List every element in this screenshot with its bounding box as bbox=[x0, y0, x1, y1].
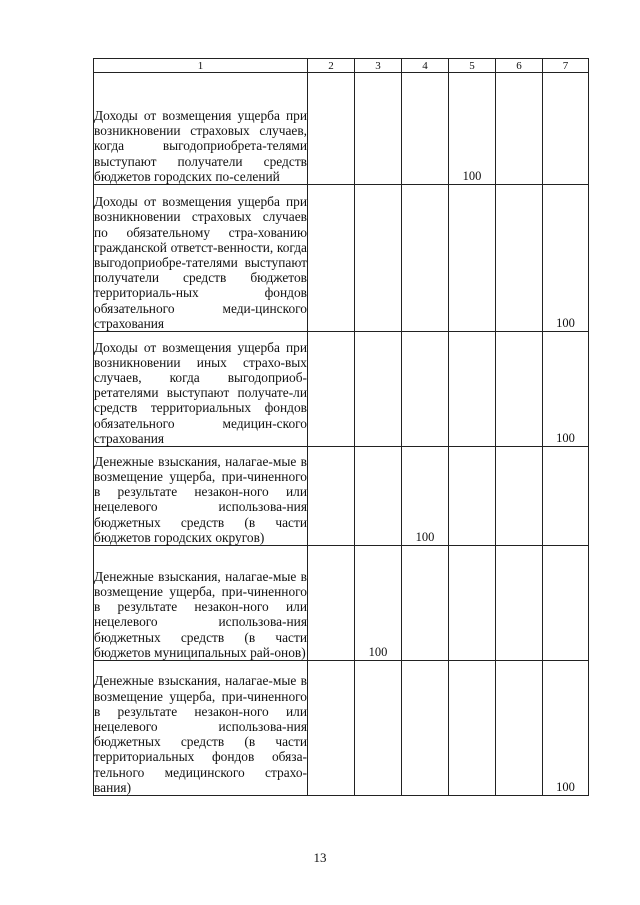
table-cell bbox=[308, 332, 355, 447]
revenue-distribution-table bbox=[93, 58, 589, 796]
table-cell: 100 bbox=[355, 546, 402, 661]
table-cell bbox=[496, 332, 543, 447]
table-cell bbox=[449, 546, 496, 661]
table-cell bbox=[543, 73, 589, 185]
row-description: Денежные взыскания, налагае-мые в возмещение ущерба, при-чиненного в результате незакон-ного или нецелевого использова-ния бюджетных средств (в части бюджетов городских округов) bbox=[94, 447, 308, 546]
column-header: 2 bbox=[308, 59, 355, 73]
column-header: 5 bbox=[449, 59, 496, 73]
table-cell bbox=[308, 73, 355, 185]
table-row bbox=[94, 661, 589, 796]
table-cell bbox=[496, 546, 543, 661]
table-cell bbox=[402, 546, 449, 661]
row-description: Доходы от возмещения ущерба при возникновении страховых случаев, когда выгодоприобрета-телями выступают получатели средств бюджетов городских по-селений bbox=[94, 73, 308, 185]
table-cell bbox=[355, 447, 402, 546]
table-cell bbox=[308, 185, 355, 332]
column-header: 4 bbox=[402, 59, 449, 73]
column-header: 6 bbox=[496, 59, 543, 73]
row-description: Денежные взыскания, налагае-мые в возмещение ущерба, при-чиненного в результате незакон-ного или нецелевого использова-ния бюджетных средств (в части бюджетов муниципальных рай-онов) bbox=[94, 546, 308, 661]
table-cell: 100 bbox=[543, 661, 589, 796]
table-row bbox=[94, 185, 589, 332]
table-cell bbox=[496, 73, 543, 185]
table-cell bbox=[496, 185, 543, 332]
table-cell bbox=[308, 447, 355, 546]
page-number: 13 bbox=[313, 850, 327, 865]
table-row bbox=[94, 332, 589, 447]
column-header: 7 bbox=[543, 59, 589, 73]
table-header-row bbox=[94, 59, 589, 73]
table-cell bbox=[308, 661, 355, 796]
table-cell: 100 bbox=[543, 185, 589, 332]
table-cell bbox=[449, 447, 496, 546]
table-cell bbox=[355, 73, 402, 185]
table-cell bbox=[355, 332, 402, 447]
table-row bbox=[94, 447, 589, 546]
table-cell bbox=[355, 185, 402, 332]
table-cell bbox=[402, 661, 449, 796]
table-cell bbox=[402, 185, 449, 332]
table-cell: 100 bbox=[402, 447, 449, 546]
row-description: Денежные взыскания, налагае-мые в возмещение ущерба, при-чиненного в результате незакон-ного или нецелевого использова-ния бюджетных средств (в части территориальных фондов обяза-тельного медицинского страхо-вания) bbox=[94, 661, 308, 796]
row-description: Доходы от возмещения ущерба при возникновении страховых случаев по обязательному стра-хованию гражданской ответст-венности, когда выгодоприобре-тателями выступают получатели средств бюджетов территориаль-ных фондов обязательного меди-цинского страхования bbox=[94, 185, 308, 332]
table-cell bbox=[543, 546, 589, 661]
table-cell bbox=[308, 546, 355, 661]
row-description: Доходы от возмещения ущерба при возникновении иных страхо-вых случаев, когда выгодоприоб-ретателями выступают получате-ли средств территориальных фондов обязательного медицин-ского страхования bbox=[94, 332, 308, 447]
table-cell: 100 bbox=[449, 73, 496, 185]
table-cell bbox=[355, 661, 402, 796]
table-cell bbox=[449, 661, 496, 796]
table-row bbox=[94, 73, 589, 185]
table-cell bbox=[402, 73, 449, 185]
table-cell bbox=[449, 332, 496, 447]
column-header: 1 bbox=[94, 59, 308, 73]
table-cell: 100 bbox=[543, 332, 589, 447]
column-header: 3 bbox=[355, 59, 402, 73]
table-cell bbox=[449, 185, 496, 332]
table-cell bbox=[543, 447, 589, 546]
table-cell bbox=[496, 661, 543, 796]
table-cell bbox=[496, 447, 543, 546]
table-row bbox=[94, 546, 589, 661]
table-cell bbox=[402, 332, 449, 447]
